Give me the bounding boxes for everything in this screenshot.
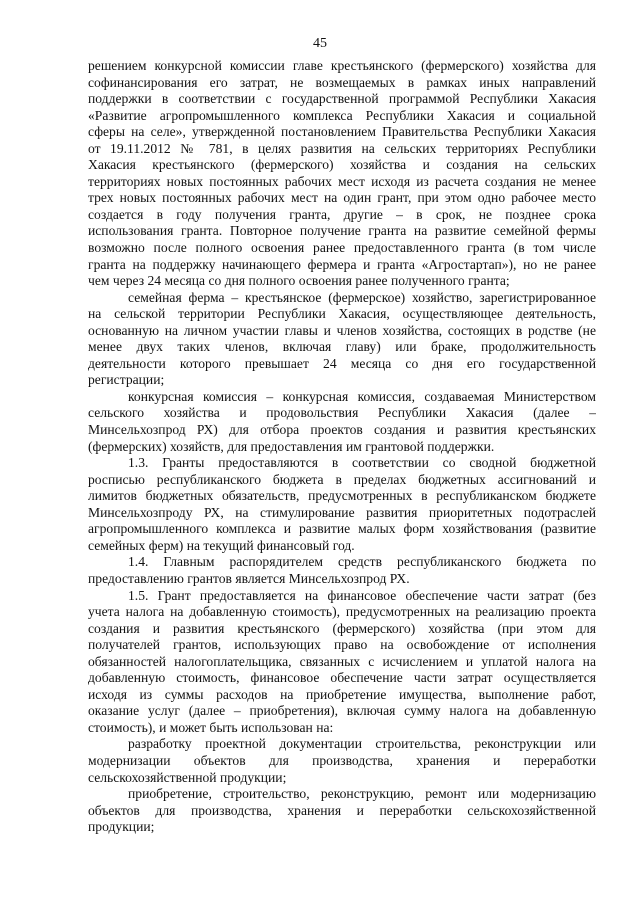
text-line: Минсельхозпроду РХ, на стимулирование развития приоритетных подотраслей — [88, 504, 596, 520]
paragraph — [88, 58, 596, 290]
text-line: предоставлению грантов является Минсельхозпрод РХ. — [88, 570, 410, 586]
paragraph — [88, 588, 596, 737]
text-line: использования гранта. Повторное получение гранта на развитие семейной фермы — [88, 223, 596, 239]
text-line: софинансирования его затрат, не возмещаемых в рамках иных направлений — [88, 74, 596, 90]
text-line: сферы на селе», утвержденной постановлением Правительства Республики Хакасия — [88, 124, 596, 140]
text-line: конкурсная комиссия – конкурсная комиссия, создаваемая Министерством — [128, 388, 596, 404]
paragraph — [88, 389, 596, 455]
text-line: модернизации объектов для производства, хранения и переработки — [88, 752, 596, 768]
text-line: основанную на личном участии главы и членов хозяйства, состоящих в родстве (не — [88, 322, 596, 338]
text-line: «Развитие агропромышленного комплекса Республики Хакасия и социальной — [88, 107, 596, 123]
text-line: от 19.11.2012 № 781, в целях развития на сельских территориях Республики — [88, 140, 596, 156]
page-number: 45 — [313, 36, 327, 51]
text-line: создается в году получения гранта, другие – в срок, не позднее срока — [88, 206, 596, 222]
text-line: территориях новых постоянных рабочих мест исходя из расчета создания не менее — [88, 173, 596, 189]
paragraph — [88, 554, 596, 587]
text-line: Хакасия крестьянского (фермерского) хозяйства и создания на сельских — [88, 157, 596, 173]
text-line: 1.3. Гранты предоставляются в соответствии со сводной бюджетной — [128, 455, 596, 471]
text-line: учета налога на добавленную стоимость), предусмотренных на реализацию проекта — [88, 604, 596, 620]
text-line: оказание услуг (далее – приобретения), включая сумму налога на добавленную — [88, 703, 596, 719]
text-line: семейных ферм) на текущий финансовый год. — [88, 537, 355, 553]
text-line: сельскохозяйственной продукции; — [88, 769, 287, 785]
paragraph — [88, 290, 596, 389]
text-line: Минсельхозпрод РХ) для отбора проектов создания и развития крестьянских — [88, 422, 596, 438]
text-line: (фермерских) хозяйств, для предоставления им грантовой поддержки. — [88, 438, 495, 454]
text-line: возможно после полного освоения ранее предоставленного гранта (в том числе — [88, 240, 596, 256]
paragraph — [88, 786, 596, 836]
text-line: лимитов бюджетных обязательств, предусмотренных в республиканском бюджете — [88, 488, 596, 504]
paragraph — [88, 455, 596, 554]
text-line: менее двух таких членов, включая главу) или браке, продолжительность — [88, 339, 596, 355]
text-line: продукции; — [88, 819, 155, 835]
text-line: 1.5. Грант предоставляется на финансовое обеспечение части затрат (без — [128, 587, 596, 603]
paragraph — [88, 736, 596, 786]
text-line: сельского хозяйства и продовольствия Республики Хакасия (далее – — [88, 405, 596, 421]
text-line: получателей грантов, использующих право на освобождение от исполнения — [88, 637, 596, 653]
text-line: гранта на поддержку начинающего фермера и гранта «Агростартап»), но не ранее — [88, 256, 596, 272]
text-line: приобретение, строительство, реконструкцию, ремонт или модернизацию — [128, 786, 596, 802]
text-line: семейная ферма – крестьянское (фермерское) хозяйство, зарегистрированное — [128, 289, 596, 305]
text-line: росписью республиканского бюджета в пределах бюджетных ассигнований и — [88, 471, 596, 487]
document-body — [88, 58, 596, 836]
text-line: 1.4. Главным распорядителем средств республиканского бюджета по — [128, 554, 596, 570]
text-line: агропромышленного комплекса и развитие малых форм хозяйствования (развитие — [88, 521, 596, 537]
text-line: деятельности которого превышает 24 месяца со дня его государственной — [88, 355, 596, 371]
text-line: на сельской территории Республики Хакасия, осуществляющее деятельность, — [88, 306, 596, 322]
text-line: создания и развития крестьянского (фермерского) хозяйства (при этом для — [88, 620, 596, 636]
text-line: регистрации; — [88, 372, 165, 388]
text-line: стоимость), и может быть использован на: — [88, 719, 334, 735]
text-line: обязанностей налогоплательщика, связанных с исчислением и уплатой налога на — [88, 653, 596, 669]
text-line: поддержки в соответствии с государственной программой Республики Хакасия — [88, 91, 596, 107]
text-line: решением конкурсной комиссии главе крестьянского (фермерского) хозяйства для — [88, 58, 596, 73]
text-line: объектов для производства, хранения и переработки сельскохозяйственной — [88, 802, 596, 818]
text-line: трех новых постоянных рабочих мест на один грант, при этом одно рабочее место — [88, 190, 596, 206]
text-line: исходя из суммы расходов на приобретение имущества, выполнение работ, — [88, 686, 596, 702]
text-line: чем через 24 месяца со дня полного освоения ранее полученного гранта; — [88, 273, 510, 289]
text-line: добавленную стоимость, финансовое обеспечение части затрат осуществляется — [88, 670, 596, 686]
text-line: разработку проектной документации строительства, реконструкции или — [128, 736, 596, 752]
